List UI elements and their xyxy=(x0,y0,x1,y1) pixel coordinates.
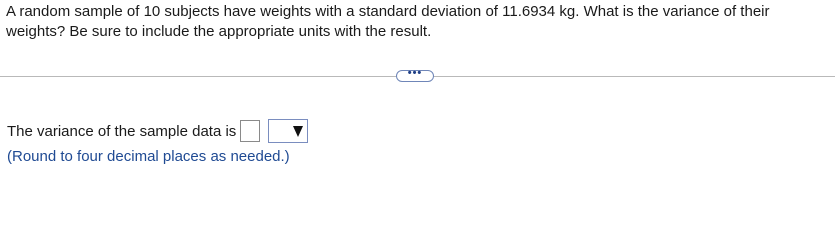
dropdown-arrow-icon xyxy=(293,126,303,137)
expand-button[interactable] xyxy=(396,67,434,82)
answer-row xyxy=(7,119,308,143)
question-text: A random sample of 10 subjects have weights with a standard deviation of 11.6934 kg. What is the variance of their weights? Be sure to include the appropriate units with the result. xyxy=(6,3,770,40)
more-dots-icon: ••• xyxy=(407,67,423,79)
rounding-hint: (Round to four decimal places as needed.) xyxy=(7,148,290,165)
variance-answer-input[interactable] xyxy=(240,120,260,142)
unit-dropdown[interactable] xyxy=(268,119,308,143)
answer-prefix-label: The variance of the sample data is xyxy=(7,122,237,140)
